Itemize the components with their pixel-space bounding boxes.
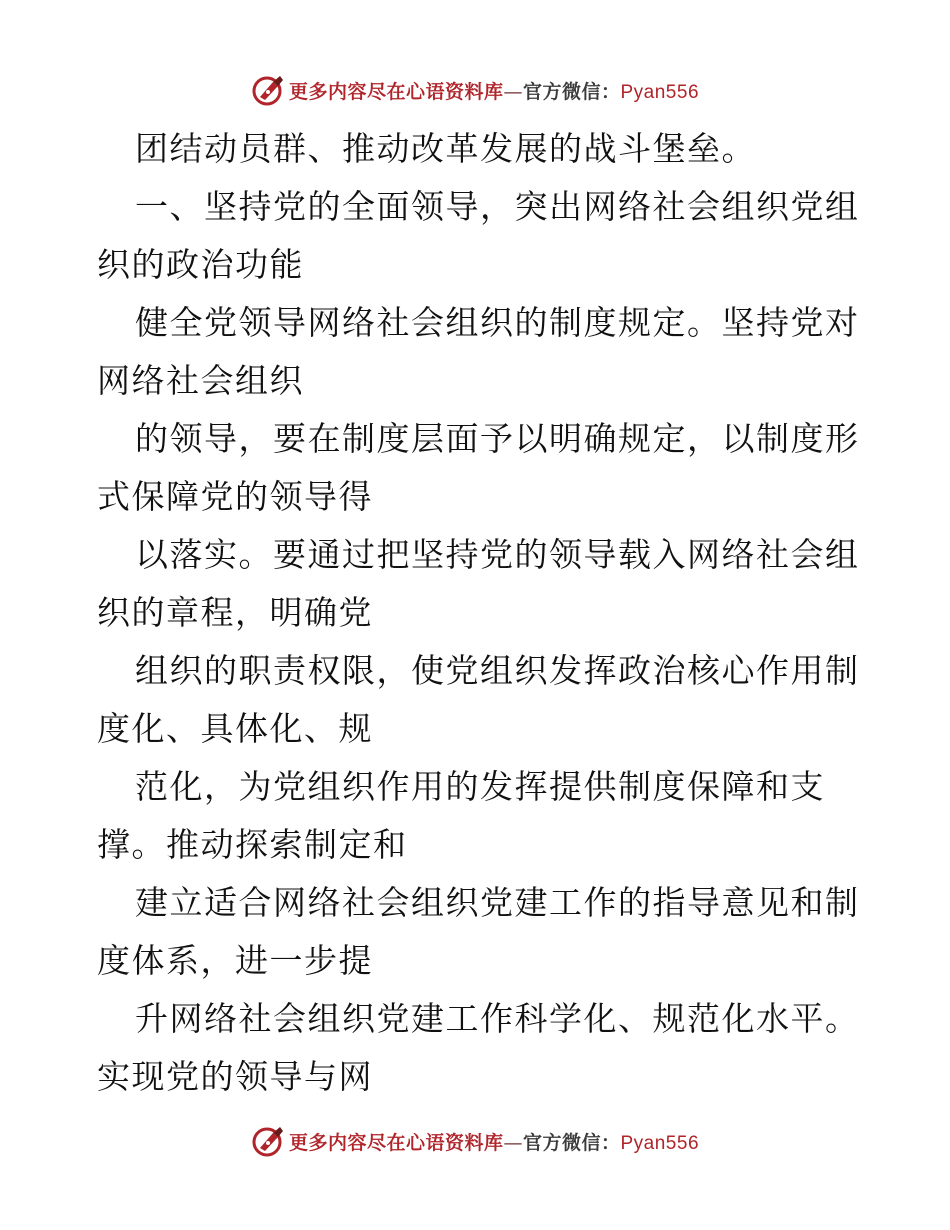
text-line: 网络社会组织: [97, 361, 304, 400]
text-line: 健全党领导网络社会组织的制度规定。坚持党对: [135, 303, 860, 342]
text-line: 度体系，进一步提: [97, 941, 373, 980]
text-line: 撑。推动探索制定和: [97, 825, 408, 864]
text-line: 团结动员群、推动改革发展的战斗堡垒。: [135, 129, 756, 168]
footer-site-text: 更多内容尽在心语资料库: [288, 1131, 504, 1154]
footer-banner: [0, 1121, 950, 1161]
header-wechat-label: 官方微信：: [522, 80, 621, 103]
text-line: 升网络社会组织党建工作科学化、规范化水平。: [135, 999, 860, 1038]
text-line: 一、坚持党的全面领导，突出网络社会组织党组: [135, 187, 860, 226]
text-line: 织的章程，明确党: [97, 593, 373, 632]
text-line: 度化、具体化、规: [97, 709, 373, 748]
text-line: 建立适合网络社会组织党建工作的指导意见和制: [135, 883, 860, 922]
header-dash: —: [503, 80, 523, 103]
pen-logo-icon: [251, 73, 287, 107]
header-site-text: 更多内容尽在心语资料库: [288, 80, 504, 103]
text-line: 以落实。要通过把坚持党的领导载入网络社会组: [135, 535, 860, 574]
footer-wechat-label: 官方微信：: [522, 1131, 621, 1154]
text-line: 范化，为党组织作用的发挥提供制度保障和支: [135, 767, 825, 806]
footer-wechat-id: Pyan556: [620, 1132, 700, 1154]
text-line: 织的政治功能: [97, 245, 304, 284]
document-body: [97, 120, 860, 1106]
text-line: 组织的职责权限，使党组织发挥政治核心作用制: [135, 651, 860, 690]
text-line: 式保障党的领导得: [97, 477, 373, 516]
footer-dash: —: [503, 1131, 523, 1154]
text-line: 的领导，要在制度层面予以明确规定，以制度形: [135, 419, 860, 458]
pen-logo-icon: [251, 1124, 287, 1158]
header-banner: [0, 70, 950, 110]
header-wechat-id: Pyan556: [620, 81, 700, 103]
text-line: 实现党的领导与网: [97, 1057, 373, 1096]
